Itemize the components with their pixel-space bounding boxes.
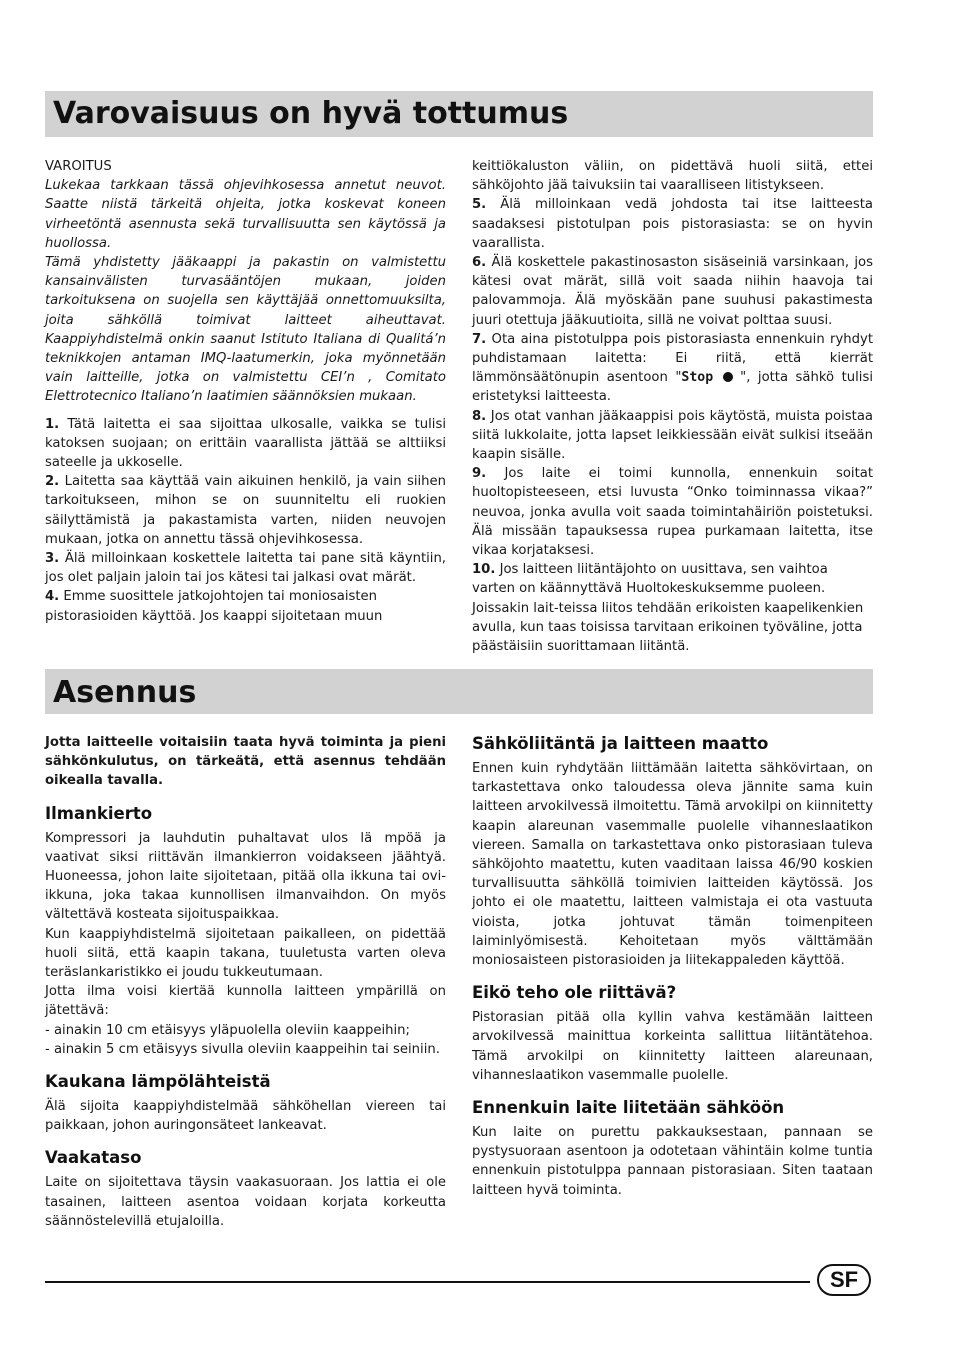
stop-label: Stop	[681, 370, 714, 386]
heading-air-circulation: Ilmankierto	[45, 803, 153, 823]
air-paragraph-3: Jotta ilma voisi kiertää kunnolla laitteen ympärillä on jätettävä:	[45, 984, 446, 1019]
language-badge: SF	[817, 1264, 871, 1296]
precaution-item-1: 1. Tätä laitetta ei saa sijoittaa ulkosalle, vaikka se tulisi katoksen suojaan; on erittäin vaarallista jättää se alttiiksi sateelle ja ukkoselle.	[45, 416, 446, 471]
installation-column-left	[45, 733, 446, 1231]
installation-column-right	[472, 733, 873, 1200]
precaution-item-7: 7. Ota aina pistotulppa pois pistorasiasta ennenkuin ryhdyt puhdistamaan laitetta: Ei riitä, että kierrät lämmönsäätönupin asentoon "Stop ", jotta sähkö tulisi eristetyksi laitteesta.	[472, 331, 873, 405]
heading-before-connecting: Ennenkuin laite liitetään sähköön	[472, 1098, 785, 1118]
precaution-item-4: 4. Emme suosittele jatkojohtojen tai moniosaisten pistorasioiden käyttöä. Jos kaappi sijoitetaan muun	[45, 589, 383, 624]
heading-electrical-connection: Sähköliitäntä ja laitteen maatto	[472, 734, 769, 753]
safety-statement: Tämä yhdistetty jääkaappi ja pakastin on valmistettu kansainvälisten turvasääntöjen mukaan, joiden tarkoituksena on suojella sen käyttäjää onnettomuuksilta, joita sähköllä toimivat laitteet aiheuttavat. Kaappiyhdistelmä onkin saanut Istituto Italiana di Qualitá’n teknikkojen antaman IMQ-laatumerkin, joka myönnetään vain laitteille, jotka on valmistettu CEI’n , Comitato Elettrotecnico Italiano’n laatimien säännöksien mukaan.	[45, 255, 446, 405]
heading-level: Vaakataso	[45, 1148, 142, 1168]
precaution-item-3: 3. Älä milloinkaan koskettele laitetta tai pane sitä käyntiin, jos olet paljain jaloin tai jos kätesi tai jalkasi ovat märät.	[45, 551, 446, 586]
section-title-installation: Asennus	[53, 675, 197, 710]
precaution-item-9: 9. Jos laite ei toimi kunnolla, ennenkuin soitat huoltopisteeseen, etsi luvusta “Onko toiminnassa vikaa?” neuvoa, jonka avulla voit saada toimintahäiriön poistetuksi. Älä missään tapauksessa rupea purkamaan laitetta, itse vikaa korjataksesi.	[472, 466, 873, 559]
section-title-precautions: Varovaisuus on hyvä tottumus	[53, 96, 569, 131]
installation-lead: Jotta laitteelle voitaisiin taata hyvä toiminta ja pieni sähkönkulutus, on tärkeätä, että asennus tehdään oikealla tavalla.	[45, 735, 446, 789]
precaution-item-10: 10. Jos laitteen liitäntäjohto on uusittava, sen vaihtoa varten on käännyttävä Huoltokeskuksemme puoleen. Joissakin lait-teissa liitos tehdään erikoisten kaapelikenkien avulla, kun taas toisissa tarvitaan erikoinen työväline, jotta päästäisiin suorittamaan liitäntä.	[472, 562, 864, 655]
heading-power-sufficient: Eikö teho ole riittävä?	[472, 983, 677, 1003]
warning-label: VAROITUS	[45, 159, 112, 174]
warning-intro: Lukekaa tarkkaan tässä ohjevihkosessa annetut neuvot. Saatte niistä tärkeitä ohjeita, jotka koskevat koneen virheetöntä asennusta sekä turvallisuutta sen käytössä ja huollossa.	[45, 178, 446, 251]
air-list-item-1: - ainakin 10 cm etäisyys yläpuolella oleviin kaappeihin;	[45, 1022, 410, 1038]
section-banner-precautions	[45, 91, 873, 137]
air-paragraph-2: Kun kaappiyhdistelmä sijoitetaan paikalleen, on pidettää huoli siitä, että kaapin takana, tuuletusta varten oleva teräslankaristikko ei joudu tukkeutumaan.	[45, 926, 446, 981]
stop-dot-icon	[723, 372, 733, 382]
electrical-paragraph: Ennen kuin ryhdytään liittämään laitetta sähkövirtaan, on tarkastettava onko taloudessa oleva jännite sama kuin laitteen arvokilvessä ilmoitettu. Tämä arvokilpi on kiinnitetty kaapin alareunan vasemmalle puolelle vihanneslaatikon viereen. Samalla on tarkastettava onko pistorasiaan tuleva sähköjohto maatettu, kuten vaaditaan laissa 46/90 koskien turvallisuutta sähköllä toimivien laitteiden käytössä. Jos johto ei ole maatettu, laitteen valmistaja ei ota vastuuta vioista, jotka johtuvat tämän toimenpiteen laiminlyömisestä. Kehoitetaan myös välttämään moniosaisteen pistorasioiden ja liitekappaleden käyttöä.	[472, 761, 873, 969]
heading-heat-sources: Kaukana lämpölähteistä	[45, 1072, 271, 1092]
power-paragraph: Pistorasian pitää olla kyllin vahva kestämään laitteen arvokilvessä mainittua korkeinta sallittua liitäntätehoa. Tämä arvokilpi on kiinnitetty laitteen alareunaan, vihanneslaatikon vasemmalle puolelle.	[472, 1010, 873, 1083]
level-paragraph: Laite on sijoitettava täysin vaakasuoraan. Jos lattia ei ole tasainen, laitteen asentoa voidaan korjata korkeutta säännöstelevillä etujaloilla.	[45, 1175, 446, 1229]
precautions-column-left	[45, 157, 446, 626]
section-banner-installation	[45, 669, 873, 714]
air-list-item-2: - ainakin 5 cm etäisyys sivulla oleviin kaappeihin tai seiniin.	[45, 1041, 440, 1057]
heat-paragraph: Älä sijoita kaappiyhdistelmää sähköhellan viereen tai paikkaan, johon auringonsäteet lankeavat.	[45, 1099, 446, 1134]
footer-rule	[45, 1281, 810, 1283]
before-paragraph: Kun laite on purettu pakkauksestaan, pannaan se pystysuoraan asentoon ja odotetaan vähintäin kolme tuntia ennenkuin pistotulppa pannaan pistorasiaan. Siten taataan laitteen hyvä toiminta.	[472, 1125, 873, 1198]
air-paragraph-1: Kompressori ja lauhdutin puhaltavat ulos lä mpöä ja vaativat siksi riittävän ilmankierron voidakseen jäähtyä. Huoneessa, johon laite sijoitetaan, pitää olla ikkuna tai ovi-ikkuna, joka takaa kunnollisen ilmanvaihdon. On myös vältettävä kosteata sijoituspaikkaa.	[45, 830, 446, 923]
precaution-item-5: 5. Älä milloinkaan vedä johdosta tai itse laitteesta saadaksesi pistotulpan pois pistorasiasta: se on hyvin vaarallista.	[472, 197, 873, 251]
precaution-item-6: 6. Älä koskettele pakastinosaston sisäseiniä varsinkaan, jos kätesi ovat märät, sillä voit saada niihin haavoja tai palovammoja. Älä myöskään pane suuhusi pakastimesta juuri otettuja jääkuutioita, sillä ne voivat polttaa suusi.	[472, 255, 873, 328]
precaution-item-8: 8. Jos otat vanhan jääkaappisi pois käytöstä, muista poistaa siitä lukkolaite, jotta lapset leikkiessään eivät sulkisi itseään kaapin sisälle.	[472, 408, 873, 463]
precautions-column-right	[472, 157, 873, 656]
precaution-item-4-continued: keittiökaluston väliin, on pidettävä huoli siitä, ettei sähköjohto jää taivuksiin tai vaaralliseen litistykseen.	[472, 159, 873, 194]
precaution-item-2: 2. Laitetta saa käyttää vain aikuinen henkilö, ja vain siihen tarkoitukseen, mihon se on suunniteltu eli ruokien säilyttämistä ja pakastamista varten, niiden neuvojen mukaan, jotka on annettu tässä ohjevihkosessa.	[45, 474, 446, 547]
